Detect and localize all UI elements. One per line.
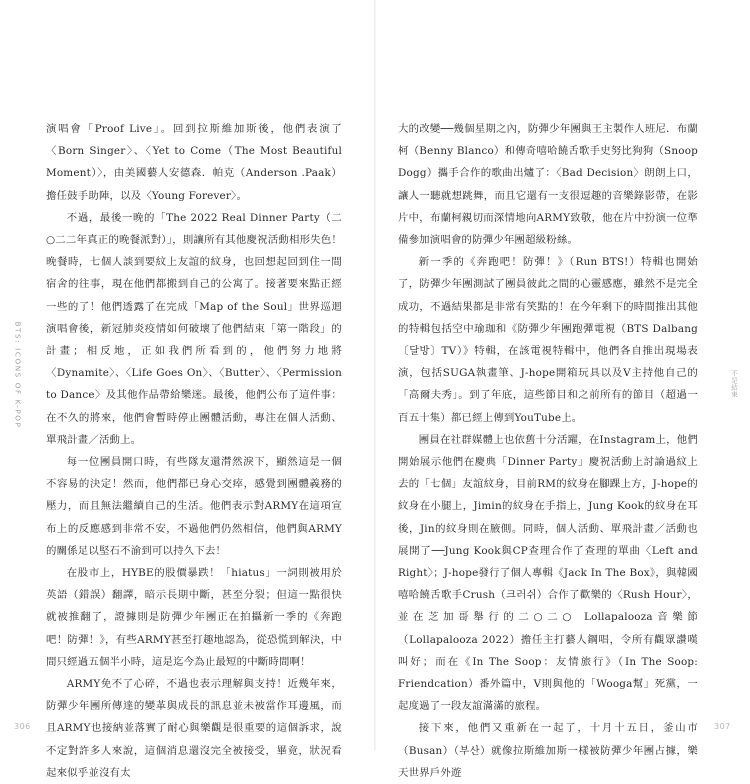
paragraph: 不過，最後一晚的「The 2022 Real Dinner Party（二○二二年真正的晚餐派對）」，則讓所有其他慶祝活動相形失色！晚餐時，七個人談到要紋上友誼的紋身，也回想起回到住一間宿舍的往事，現在他們都搬到自己的公寓了。接著要來點正經一些的了！他們透露了在完成「Map of the Soul」世界巡迴演唱會後，新冠肺炎疫情如何破壞了他們結束「第一階段」的計畫；相反地，正如我們所看到的，他們努力地將〈Dynamite〉、〈Life Goes On〉、〈Butter〉、〈Permission to Dance〉及其他作品帶給樂迷。最後，他們公布了這件事：在不久的將來，他們會暫時停止團體活動，專注在個人活動、單飛計畫／活動上。	[46, 211, 342, 446]
paragraph: ARMY免不了心碎，不過也表示理解與支持！近幾年來，防彈少年團所傳達的變革與成長的訊息並未被當作耳邊風，而且ARMY也接納並落實了耐心與樂觀是很重要的這個訴求，說不定對許多人來說，這個消息還沒完全被接受，畢竟，狀況看起來似乎並沒有太	[46, 678, 342, 779]
paragraph: 每一位團員開口時，有些隊友還潸然淚下，顯然這是一個不容易的決定！然而，他們都已身心交瘁，感覺到團體義務的壓力，而且無法繼續自己的生活。他們表示對ARMY在這項宣布上的反應感到非常不安，不過他們仍然相信，他們與ARMY的關係足以堅石不渝到可以持久下去！	[46, 456, 342, 557]
page-number-left: 306	[14, 722, 31, 731]
paragraph: 大的改變──幾個星期之內，防彈少年團與王主製作人班尼．布蘭柯（Benny Blanco）和傳奇嘻哈饒舌歌手史努比狗狗（Snoop Dogg）攜手合作的歌曲出爐了：〈Bad Decision〉朗朗上口，讓人一聽就想跳舞，而且它還有一支很逗趣的音樂錄影帶，在影片中，布蘭柯親切而深情地向ARMY致敬，他在片中扮演一位準備參加演唱會的防彈少年團超級粉絲。	[398, 123, 698, 247]
page-number-right: 307	[714, 722, 731, 731]
left-page-body	[46, 118, 342, 784]
running-head-left: BTS: ICONS OF K-POP	[13, 321, 23, 429]
paragraph: 演唱會「Proof Live」。回到拉斯維加斯後，他們表演了〈Born Singer〉、〈Yet to Come（The Most Beautiful Moment）〉，由美國藝人安德森．帕克（Anderson .Paak）擔任鼓手助陣，以及〈Young Forever〉。	[46, 123, 342, 202]
paragraph: 新一季的《奔跑吧！防彈！》（Run BTS!）特輯也開始了，防彈少年團測試了團員彼此之間的心靈感應，雖然不是完全成功，不過結果都是非常有笑點的！在今年剩下的時間推出其他的特輯包括空中瑜珈和《防彈少年團跑彈電視（BTS Dalbang〔달방〕TV）》特輯，在該電視特輯中，他們各自推出現場表演，包括SUGA執畫筆、J-hope開箱玩具以及V主持他自己的「高爾夫秀」。到了年底，這些節目和之前所有的節目（超過一百五十集）都已經上傳到YouTube上。	[398, 256, 698, 424]
paragraph: 在股市上，HYBE的股價暴跌！「hiatus」一詞則被用於英語（錯誤）翻譯，暗示長期中斷，甚至分裂；但這一點很快就被推翻了，證據則是防彈少年團正在拍攝新一季的《奔跑吧！防彈！》，有些ARMY甚至打趣地認為，從恐慌到解決，中間只經過五個半小時，這是迄今為止最短的中斷時間啊！	[46, 567, 342, 668]
paragraph: 接下來，他們又重新在一起了，十月十五日，釜山市（Busan）（부산）就像拉斯維加斯一樣被防彈少年團占據，樂天世界戶外遊	[398, 722, 698, 779]
paragraph: 團員在社群媒體上也依舊十分活躍，在Instagram上，他們開始展示他們在慶典「Dinner Party」慶祝活動上討論過紋上去的「七個」友誼紋身，目前RM的紋身在腳踝上方，J-hope的紋身在小腿上，Jimin的紋身在手指上，Jung Kook的紋身在耳後，Jin的紋身則在腋側。同時，個人活動、單飛計畫／活動也展開了──Jung Kook與CP查理合作了查理的單曲〈Left and Right〉；J-hope發行了個人專輯《Jack In The Box》，與韓國嘻哈饒舌歌手Crush（크러쉬）合作了歡樂的〈Rush Hour〉，並在芝加哥舉行的二○二○ Lollapalooza音樂節（Lollapalooza 2022）擔任主打藝人鋼唱，令所有觀眾讚嘆叫好；而在《In The Soop：友情旅行》（In The Soop: Friendcation）番外篇中，V則與他的「Wooga幫」死黨，一起度過了一段友誼滿滿的旅程。	[398, 433, 698, 713]
running-head-right: 不是結束	[730, 370, 738, 398]
page-fold	[374, 0, 376, 750]
right-page-body	[398, 118, 698, 784]
